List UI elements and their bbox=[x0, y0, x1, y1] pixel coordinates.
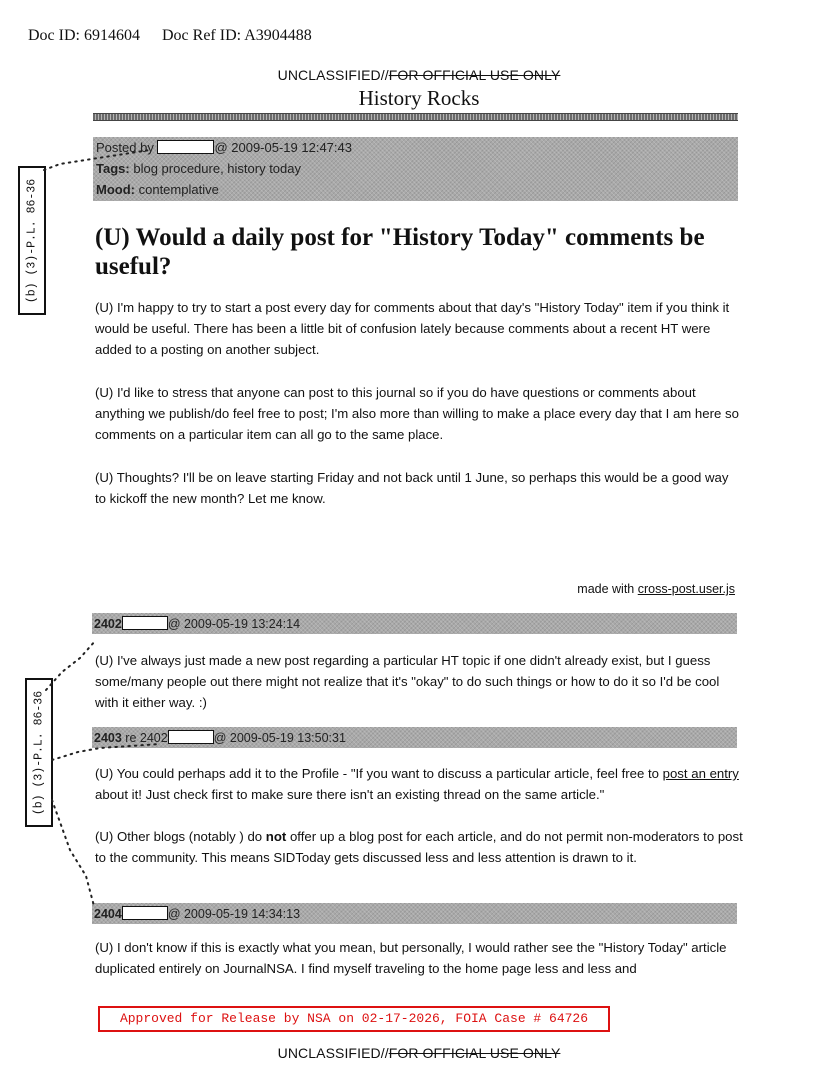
comment-text-2403: (U) You could perhaps add it to the Profile - "If you want to discuss a particular article, feel free to post an entry about it! Just check first to make sure there isn't an existing thread on the same article." bbox=[95, 766, 739, 802]
cross-post-link[interactable]: cross-post.user.js bbox=[637, 582, 735, 596]
post-entry-link[interactable]: post an entry bbox=[662, 766, 739, 781]
comment-id: 2402 bbox=[94, 617, 122, 631]
mood-value: contemplative bbox=[138, 182, 219, 197]
doc-ref-id: Doc Ref ID: A3904488 bbox=[161, 27, 312, 44]
comment-timestamp: @ 2009-05-19 14:34:13 bbox=[167, 907, 301, 921]
comment-reply-to: re 2402 bbox=[125, 731, 168, 745]
comment-id: 2404 bbox=[94, 907, 122, 921]
post-timestamp: @ 2009-05-19 12:47:43 bbox=[214, 140, 352, 155]
comment-timestamp: @ 2009-05-19 13:50:31 bbox=[213, 731, 346, 745]
tags-line: Tags: blog procedure, history today bbox=[96, 161, 301, 176]
comment-text-2402: (U) I've always just made a new post regarding a particular HT topic if one didn't already exist, but I guess some/many people out there might not realize that it's "okay" to do such things or how to do it so I'd be cool with it either way. :) bbox=[95, 653, 720, 710]
post-title: (U) Would a daily post for "History Today" comments be useful? bbox=[95, 224, 705, 280]
post-paragraph-1: (U) I'm happy to try to start a post every day for comments about that day's "History Today" item if you think it would be useful. There has been a little bit of confusion lately because comments about a recent HT were added to a posting on another subject. bbox=[95, 300, 730, 357]
release-stamp: Approved for Release by NSA on 02-17-2026, FOIA Case # 64726 bbox=[98, 1006, 610, 1032]
comment-text-2404: (U) I don't know if this is exactly what you mean, but personally, I would rather see the "History Today" article duplicated entirely on JournalNSA. I find myself traveling to the home page less and less and bbox=[95, 940, 727, 976]
post-paragraph-3: (U) Thoughts? I'll be on leave starting Friday and not back until 1 June, so perhaps this would be a good way to kickoff the new month? Let me know. bbox=[95, 470, 729, 506]
comment-timestamp: @ 2009-05-19 13:24:14 bbox=[167, 617, 301, 631]
classification-banner-bottom: UNCLASSIFIED//FOR OFFICIAL USE ONLY bbox=[277, 1045, 561, 1061]
posted-by-line: Posted by @ 2009-05-19 12:47:43 bbox=[96, 140, 352, 155]
struck-caveat: FOR OFFICIAL USE ONLY bbox=[388, 67, 561, 83]
post-paragraph-2: (U) I'd like to stress that anyone can post to this journal so if you do have questions or comments about anything we publish/do feel free to post; I'm also more than willing to make a place every day that I am here so comments on a particular item can all go to the same place. bbox=[95, 385, 739, 442]
mood-line: Mood: contemplative bbox=[96, 182, 219, 197]
tags-value[interactable]: blog procedure, history today bbox=[133, 161, 301, 176]
journal-title: History Rocks bbox=[358, 86, 480, 110]
exemption-stamp: (b) (3)-P.L. 86-36 bbox=[18, 166, 46, 315]
struck-caveat: FOR OFFICIAL USE ONLY bbox=[388, 1045, 561, 1061]
doc-id: Doc ID: 6914604 bbox=[28, 27, 140, 44]
comment-text-2403-part-2: (U) Other blogs (notably ) do not offer up a blog post for each article, and do not permit non-moderators to post to the community. This means SIDToday gets discussed less and less attention is drawn to it. bbox=[95, 829, 743, 865]
classification-banner-top: UNCLASSIFIED//FOR OFFICIAL USE ONLY bbox=[277, 67, 561, 83]
made-with-note: made with cross-post.user.js bbox=[577, 582, 735, 596]
exemption-stamp: (b) (3)-P.L. 86-36 bbox=[25, 678, 53, 827]
comment-id: 2403 bbox=[94, 731, 122, 745]
